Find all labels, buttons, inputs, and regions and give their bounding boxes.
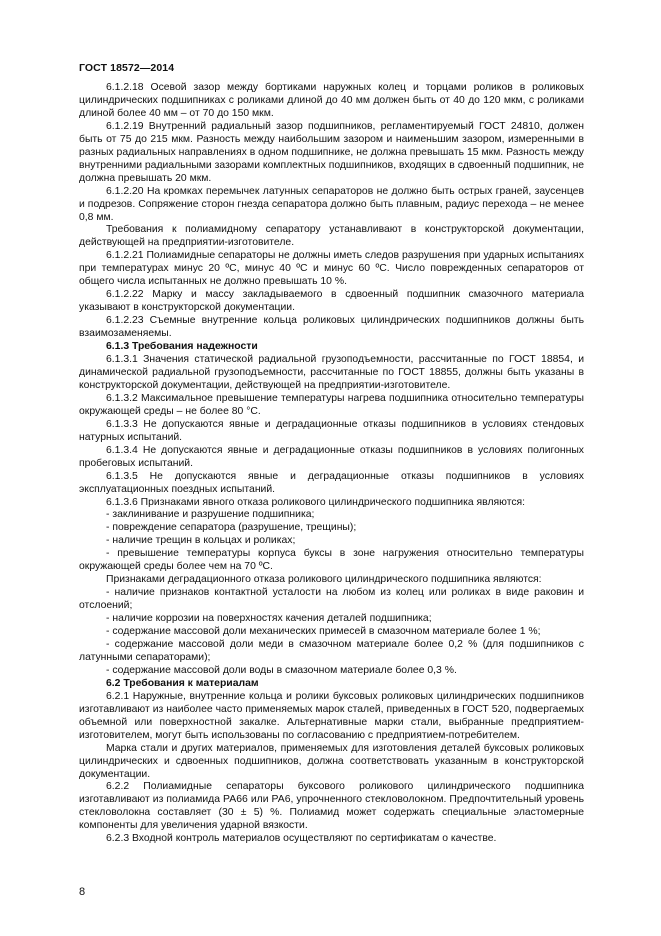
document-body bbox=[79, 82, 584, 846]
paragraph: Требования к полиамидному сепаратору устанавливают в конструкторской документации, действующей на предприятии-изготовителе. bbox=[79, 224, 584, 249]
paragraph: Марка стали и других материалов, применяемых для изготовления деталей буксовых роликовых цилиндрических и сдвоенных подшипников, должна соответствовать указанным в конструкторской документации. bbox=[79, 742, 584, 780]
paragraph: 6.1.3.3 Не допускаются явные и деградационные отказы подшипников в условиях стендовых натурных испытаний. bbox=[79, 418, 584, 443]
paragraph: 6.1.3.4 Не допускаются явные и деградационные отказы подшипников в условиях полигонных пробеговых испытаний. bbox=[79, 444, 584, 469]
list-item: - наличие признаков контактной усталости на любом из колец или роликах в виде раковин и отслоений; bbox=[79, 587, 584, 612]
paragraph: 6.1.2.19 Внутренний радиальный зазор подшипников, регламентируемый ГОСТ 24810, должен быть от 75 до 215 мкм. Разность между наибольшим зазором и наименьшим зазором, измеренными в разных радиальных направлениях в одном подшипнике, не должна превышать 15 мкм. Разность между внутренними радиальными зазорами комплектных подшипников, входящих в сдвоенный подшипник, не должна превышать 20 мкм. bbox=[79, 120, 584, 184]
paragraph: Признаками деградационного отказа роликового цилиндрического подшипника являются: bbox=[106, 574, 542, 586]
page-number: 8 bbox=[79, 886, 86, 898]
paragraph: 6.1.3.1 Значения статической радиальной грузоподъемности, рассчитанные по ГОСТ 18854, и динамической радиальной грузоподъемности, рассчитанные по ГОСТ 18855, должны быть указаны в конструкторской документации, действующей на предприятии-изготовителе. bbox=[79, 354, 584, 391]
paragraph: 6.1.2.23 Съемные внутренние кольца роликовых цилиндрических подшипников должны быть взаимозаменяемы. bbox=[79, 315, 584, 340]
paragraph: 6.1.2.18 Осевой зазор между бортиками наружных колец и торцами роликов в роликовых цилиндрических подшипниках с роликами длиной до 40 мм должен быть от 40 до 120 мкм, с роликами длиной более 40 мм – от 70 до 150 мкм. bbox=[79, 82, 584, 119]
list-item: - содержание массовой доли меди в смазочном материале более 0,2 % (для подшипников с латунными сепараторами); bbox=[79, 638, 584, 663]
section-heading: 6.1.3 Требования надежности bbox=[106, 341, 258, 353]
document-header: ГОСТ 18572—2014 bbox=[79, 62, 175, 74]
paragraph: 6.1.2.20 На кромках перемычек латунных сепараторов не должно быть острых граней, заусенцев и подрезов. Сопряжение сторон гнезда сепаратора должно быть плавным, радиус перехода – не менее 0,8 мм. bbox=[79, 185, 584, 223]
list-item: - наличие коррозии на поверхностях качения деталей подшипника; bbox=[106, 613, 432, 625]
list-item: - содержание массовой доли воды в смазочном материале более 0,3 %. bbox=[106, 664, 457, 676]
list-item: - заклинивание и разрушение подшипника; bbox=[106, 509, 315, 521]
paragraph: 6.1.2.22 Марку и массу закладываемого в сдвоенный подшипник смазочного материала указывают в конструкторской документации. bbox=[79, 289, 584, 314]
paragraph: 6.1.3.6 Признаками явного отказа роликового цилиндрического подшипника являются: bbox=[106, 496, 526, 508]
list-item: - содержание массовой доли механических примесей в смазочном материале более 1 %; bbox=[106, 626, 541, 638]
paragraph: 6.1.3.2 Максимальное превышение температуры нагрева подшипника относительно температуры окружающей среды – не более 80 °С. bbox=[79, 392, 584, 417]
paragraph: 6.2.2 Полиамидные сепараторы буксового роликового цилиндрического подшипника изготавливают из полиамида РА66 или РА6, упрочненного стекловолокном. Предпочтительный уровень стекловолокна составляет (30 ± 5) %. Полиамид может содержать специальные эластомерные компоненты для увеличения ударной вязкости. bbox=[79, 781, 584, 832]
paragraph: 6.2.3 Входной контроль материалов осуществляют по сертификатам о качестве. bbox=[106, 833, 497, 845]
paragraph: 6.1.2.21 Полиамидные сепараторы не должны иметь следов разрушения при ударных испытаниях при температурах минус 20 ºС, минус 40 ºС и минус 60 ºС. Число поврежденных сепараторов от общего числа испытанных не должно превышать 10 %. bbox=[79, 250, 584, 288]
paragraph: 6.2.1 Наружные, внутренние кольца и ролики буксовых роликовых цилиндрических подшипников изготавливают из наиболее часто применяемых марок сталей, приведенных в ГОСТ 520, подвергаемых объемной или поверхностной закалке. Альтернативные марки стали, выбранные предприятием-изготовителем, могут быть использованы по согласованию с предприятием-потребителем. bbox=[79, 690, 584, 741]
section-heading: 6.2 Требования к материалам bbox=[106, 677, 259, 689]
list-item: - наличие трещин в кольцах и роликах; bbox=[106, 535, 296, 547]
paragraph: 6.1.3.5 Не допускаются явные и деградационные отказы подшипников в условиях эксплуатационных поездных испытаний. bbox=[79, 470, 584, 495]
list-item: - повреждение сепаратора (разрушение, трещины); bbox=[106, 522, 357, 534]
list-item: - превышение температуры корпуса буксы в зоне нагружения относительно температуры окружающей среды более чем на 70 ºС. bbox=[79, 548, 584, 573]
